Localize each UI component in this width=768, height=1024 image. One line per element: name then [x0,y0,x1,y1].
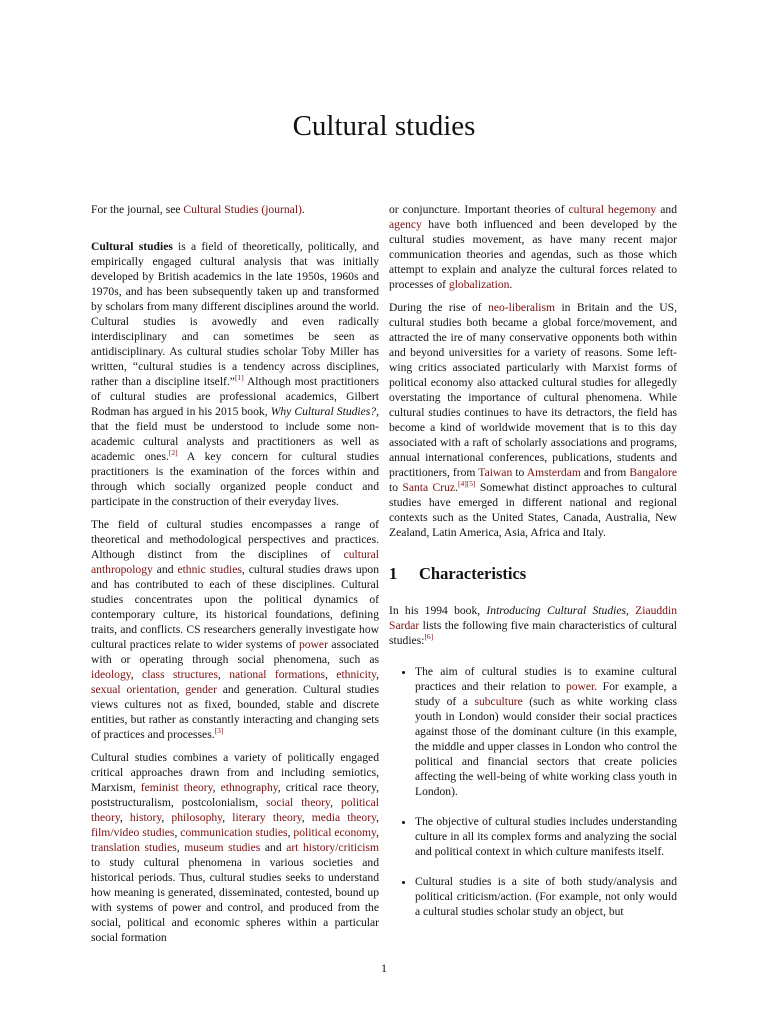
intro-paragraph [91,239,379,509]
text: to [389,481,403,494]
text: During the rise of [389,301,489,314]
text: associated with or operating through social phenomena, such as [91,638,379,666]
list-item [415,874,677,919]
text: , [376,826,380,839]
link-film-video-studies[interactable]: film/video studies [91,826,175,839]
text: . For example, a study of a [415,680,677,708]
left-column [91,202,379,953]
paragraph-6 [389,603,677,648]
link-bangalore[interactable]: Bangalore [629,466,677,479]
bold-term: Cultural studies [91,240,173,253]
book-title: Why Cultural Studies? [270,405,377,418]
text: , [161,811,172,824]
link-gender[interactable]: gender [185,683,217,696]
text: Cultural studies combines a variety of politically engaged critical approaches drawn from and including semiotics, Marxism, [91,751,379,794]
link-power[interactable]: power [298,638,328,651]
text: is a field of theoretically, politically, and empirically engaged cultural analysis that was initially developed by British academics in the late 1950s, 1960s and 1970s, and has been subsequently taken up and transformed by scholars from many different disciplines around the world. Cultural studies is avowedly and even radically interdisciplinary and can sometimes be seen as antidisciplinary. As cultural studies scholar Toby Miller has written, “cultural studies is a tendency across disciplines, rather than a discipline itself.” [91,240,379,388]
text: and generation. Cultural studies views cultures not as fixed, bounded, stable and discrete entities, but rather as constantly interacting and changing sets of practices and processes. [91,683,379,741]
text: , [176,683,186,696]
link-class-structures[interactable]: class structures [142,668,218,681]
text: The objective of cultural studies includes understanding culture in all its complex forms and analyzing the social and political context in which culture manifests itself. [415,815,677,858]
link-agency[interactable]: agency [389,218,422,231]
text: , [217,668,230,681]
link-social-theory[interactable]: social theory [266,796,331,809]
section-number: 1 [389,564,398,583]
text: , critical race theory, poststructuralism, postcolonialism, [91,781,379,809]
text: , cultural studies draws upon and has contributed to each of these disciplines. Cultural studies concentrates upon the political dynamics of contemporary culture, its historical foundations, defining traits, and conflicts. CS researchers generally investigate how cultural practices relate to wider systems of [91,563,380,651]
text: , [301,811,312,824]
link-taiwan[interactable]: Taiwan [478,466,513,479]
link-national-formations[interactable]: national formations [229,668,326,681]
right-column [389,202,677,934]
citation-1[interactable]: [1] [234,373,244,383]
link-history[interactable]: history [129,811,162,824]
text: Although most practitioners of cultural studies are professional academics, Gilbert Rodman has argued in his 2015 book, [91,375,379,418]
link-santa-cruz[interactable]: Santa Cruz [402,481,456,494]
text: and from [580,466,630,479]
paragraph-3 [91,750,379,945]
page-title: Cultural studies [292,110,476,142]
text: and [152,563,178,576]
link-feminist-theory[interactable]: feminist theory [140,781,213,794]
text: Cultural studies is a site of both study/analysis and political criticism/action. (For example, not only would a cultural studies scholar study an object, but [415,875,677,918]
link-literary-theory[interactable]: literary theory [232,811,302,824]
text: or conjuncture. Important theories of [389,203,569,216]
hatnote [91,202,379,217]
text: , [130,668,143,681]
text: , [376,668,380,681]
hatnote-suffix: . [301,203,305,216]
link-subculture[interactable]: subculture [474,695,523,708]
link-power[interactable]: power [565,680,595,693]
link-cultural-studies-journal[interactable]: Cultural Studies (journal) [183,203,302,216]
link-museum-studies[interactable]: museum studies [184,841,261,854]
link-ideology[interactable]: ideology [91,668,131,681]
text: A key concern for cultural studies practitioners is the examination of the forces within and through which socially organized people conduct and participate in the construction of their everyday lives. [91,450,379,508]
text: , [119,811,130,824]
text: . [455,481,458,494]
link-ethnic-studies[interactable]: ethnic studies [177,563,242,576]
link-ethnography[interactable]: ethnography [220,781,278,794]
list-item [415,814,677,859]
hatnote-prefix: For the journal, see [91,203,184,216]
text: (such as white working class youth in London) would consider their social practices against those of the dominant culture (in this example, the middle and upper classes in London who control the political and financial sectors that create policies affecting the well-being of white working class youth in London). [415,695,677,798]
text: , [287,826,294,839]
citation-6[interactable]: [6] [424,632,434,642]
link-ethnicity[interactable]: ethnicity [336,668,377,681]
text: and [260,841,287,854]
link-amsterdam[interactable]: Amsterdam [526,466,581,479]
link-translation-studies[interactable]: translation studies [91,841,177,854]
characteristics-list [389,664,677,919]
link-communication-studies[interactable]: communication studies [180,826,288,839]
citation-4-5[interactable]: [4][5] [457,479,476,489]
text: and [656,203,677,216]
text: , [325,668,337,681]
section-heading-characteristics [389,566,677,581]
paragraph-2 [91,517,379,742]
link-globalization[interactable]: globalization [448,278,510,291]
text: , [174,826,181,839]
text: have both influenced and been developed by the cultural studies movement, as have many recent major communication theories and agendas, such as those which attempt to explain and analyze the cultural forces related to processes of [389,218,677,291]
link-art-history-criticism[interactable]: art history/criticism [286,841,380,854]
link-philosophy[interactable]: philosophy [171,811,223,824]
text: Somewhat distinct approaches to cultural studies have emerged in different national and regional contexts such as the United States, Canada, Australia, New Zealand, Latin America, Asia, Africa and Italy. [389,481,677,539]
link-sexual-orientation[interactable]: sexual orientation [91,683,177,696]
paragraph-4 [389,202,677,292]
link-neo-liberalism[interactable]: neo-liberalism [488,301,556,314]
citation-3[interactable]: [3] [214,726,224,736]
link-media-theory[interactable]: media theory [311,811,377,824]
text: , [376,811,380,824]
text: , [212,781,221,794]
text: , [176,841,185,854]
link-ziauddin-sardar[interactable]: Ziauddin Sardar [389,604,677,632]
link-political-economy[interactable]: political economy [293,826,377,839]
text: , [222,811,233,824]
text: to [512,466,527,479]
text: to study cultural phenomena in various societies and historical periods. Thus, cultural studies seeks to understand how meaning is generated, disseminated, contested, bound up with systems of power and control, and produced from the social, political and economic spheres within a particular social formation [91,856,379,944]
text: , [626,604,636,617]
link-cultural-hegemony[interactable]: cultural hegemony [568,203,657,216]
text: . [509,278,513,291]
text: lists the following five main characteristics of cultural studies: [389,619,677,647]
text: , [330,796,341,809]
text: , that the field must be understood to include some non-academic cultural analysts and practitioners as well as academic ones. [91,405,380,463]
paragraph-5 [389,300,677,540]
text: The aim of cultural studies is to examine cultural practices and their relation to [415,665,677,693]
book-title: Introducing Cultural Studies [486,604,626,617]
link-cultural-anthropology[interactable]: cultural anthropology [91,548,379,576]
text: The field of cultural studies encompasses a range of theoretical and methodological perspectives and practices. Although distinct from the disciplines of [91,518,379,561]
list-item [415,664,677,799]
page-number: 1 [381,961,387,975]
section-title: Characteristics [419,564,527,583]
citation-2[interactable]: [2] [168,448,178,458]
text: In his 1994 book, [389,604,487,617]
text: in Britain and the US, cultural studies both became a global force/movement, and attracted the ire of many conservative opponents both within and beyond universities for a variety of reasons. Some left-wing critics associated particularly with Marxist forms of political economy also attacked cultural studies for allegedly overstating the importance of cultural phenomena. While cultural studies continues to have its detractors, the field has become a kind of worldwide movement that is to this day associated with a raft of scholarly associations and programs, annual international conferences, publications, students and practitioners, from [389,301,677,479]
link-political-theory[interactable]: political theory [91,796,379,824]
